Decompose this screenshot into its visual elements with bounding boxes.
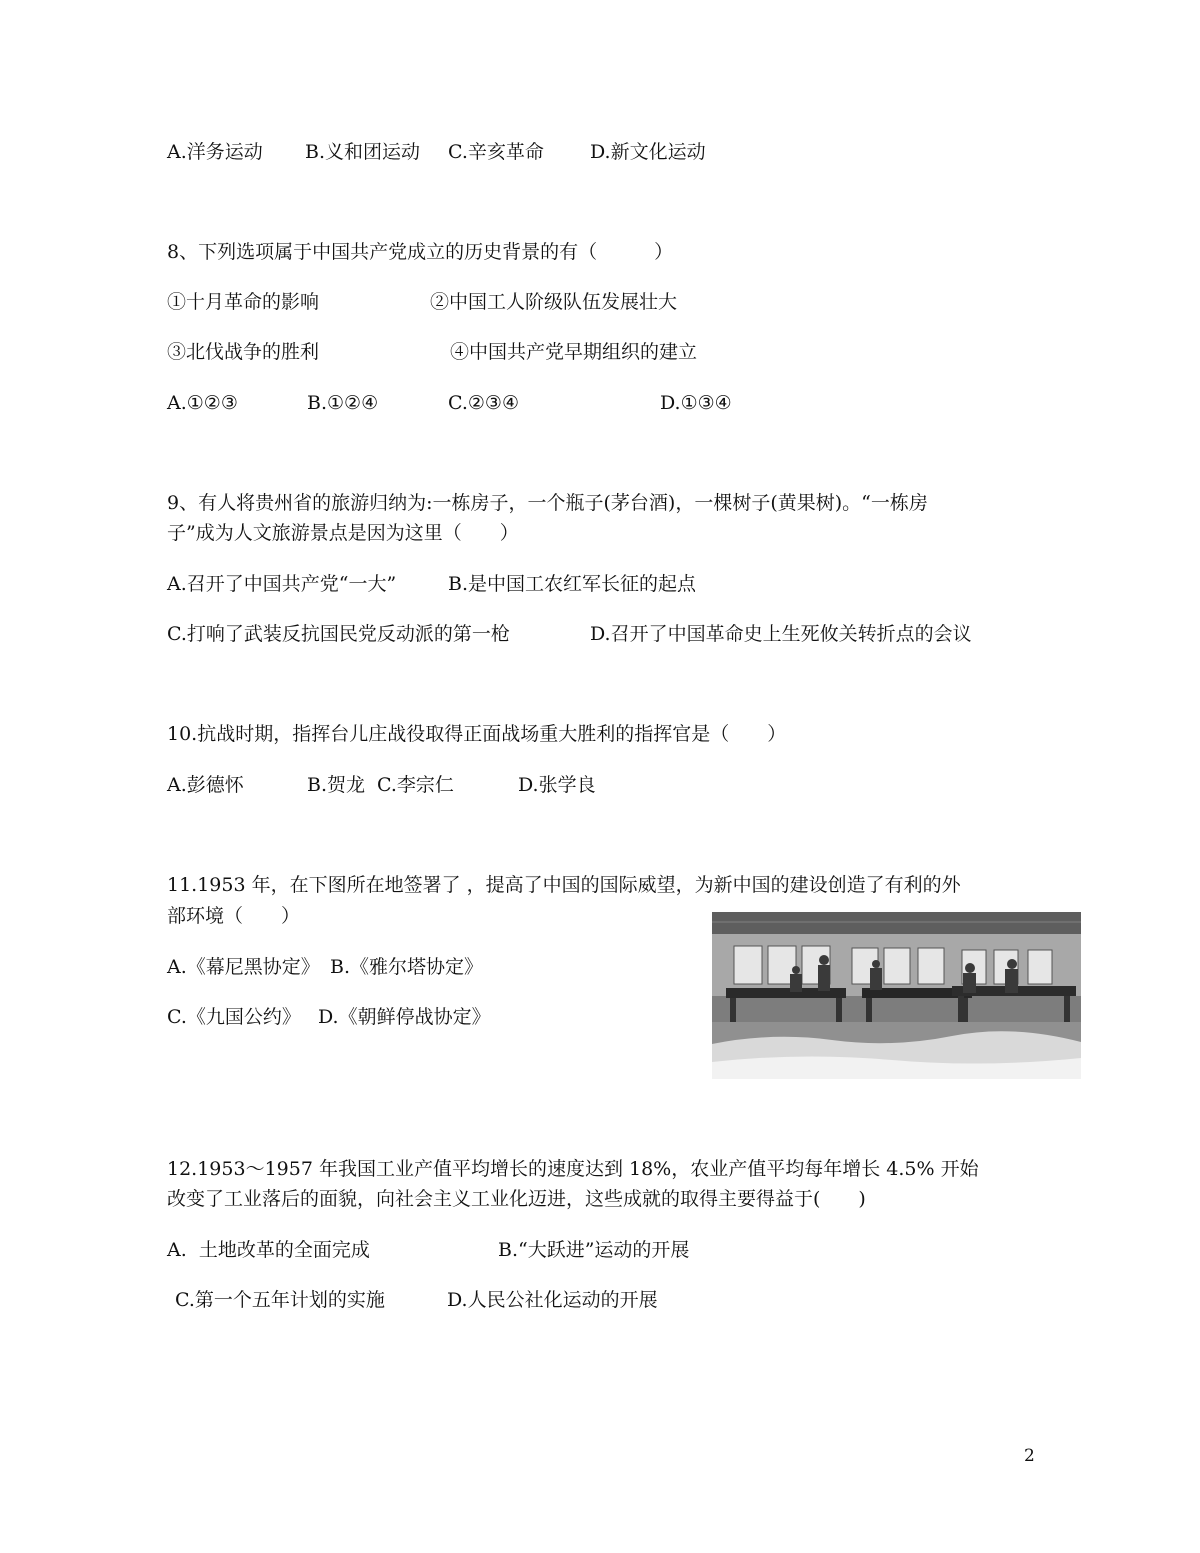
q8-item-1: ①十月革命的影响: [167, 291, 320, 313]
q11-option-c: C.《九国公约》: [167, 1006, 301, 1028]
q7-option-a: A.洋务运动: [167, 141, 263, 163]
q8-option-a: A.①②③: [167, 392, 238, 414]
q9-option-c: C.打响了武装反抗国民党反动派的第一枪: [167, 623, 510, 645]
q12-option-a: A. 土地改革的全面完成: [167, 1239, 370, 1261]
q8-item-3: ③北伐战争的胜利: [167, 341, 320, 363]
page-number: 2: [1024, 1446, 1035, 1466]
q8-option-c: C.②③④: [448, 392, 519, 414]
q8-stem: 8、下列选项属于中国共产党成立的历史背景的有（ ）: [167, 241, 674, 263]
q8-item-4: ④中国共产党早期组织的建立: [450, 341, 698, 363]
q7-option-c: C.辛亥革命: [448, 141, 544, 163]
q10-option-d: D.张学良: [518, 774, 596, 796]
q12-option-c: C.第一个五年计划的实施: [175, 1289, 385, 1311]
q11-option-d: D.《朝鲜停战协定》: [318, 1006, 491, 1028]
q11-stem-line-2: 部环境（ ）: [167, 905, 301, 927]
q11-stem-line-1: 11.1953 年，在下图所在地签署了 ，提高了中国的国际威望，为新中国的建设创造了有利的外: [167, 874, 961, 896]
q9-option-d: D.召开了中国革命史上生死攸关转折点的会议: [590, 623, 972, 645]
q12-option-b: B.“大跃进”运动的开展: [498, 1239, 690, 1261]
q9-stem-line-2: 子”成为人文旅游景点是因为这里（ ）: [167, 522, 519, 544]
q8-option-b: B.①②④: [307, 392, 379, 414]
q8-option-d: D.①③④: [660, 392, 732, 414]
q10-option-c: C.李宗仁: [377, 774, 454, 796]
q9-option-b: B.是中国工农红军长征的起点: [448, 573, 697, 595]
q12-stem-line-2: 改变了工业落后的面貌，向社会主义工业化迈进，这些成就的取得主要得益于( ): [167, 1188, 866, 1210]
q12-stem-line-1: 12.1953～1957 年我国工业产值平均增长的速度达到 18%，农业产值平均每年增长 4.5% 开始: [167, 1158, 979, 1180]
q10-option-a: A.彭德怀: [167, 774, 244, 796]
q11-option-b: B.《雅尔塔协定》: [330, 956, 484, 978]
q7-option-d: D.新文化运动: [590, 141, 706, 163]
q9-stem-line-1: 9、有人将贵州省的旅游归纳为:一栋房子，一个瓶子(茅台酒)，一棵树子(黄果树)。“一栋房: [167, 492, 928, 514]
q11-option-a: A.《幕尼黑协定》: [167, 956, 320, 978]
q7-option-b: B.义和团运动: [305, 141, 421, 163]
q10-option-b: B.贺龙: [307, 774, 366, 796]
q12-option-d: D.人民公社化运动的开展: [447, 1289, 658, 1311]
armistice-hall-photo: [712, 912, 1081, 1079]
q9-option-a: A.召开了中国共产党“一大”: [167, 573, 397, 595]
q8-item-2: ②中国工人阶级队伍发展壮大: [430, 291, 678, 313]
q10-stem: 10.抗战时期，指挥台儿庄战役取得正面战场重大胜利的指挥官是（ ）: [167, 723, 787, 745]
